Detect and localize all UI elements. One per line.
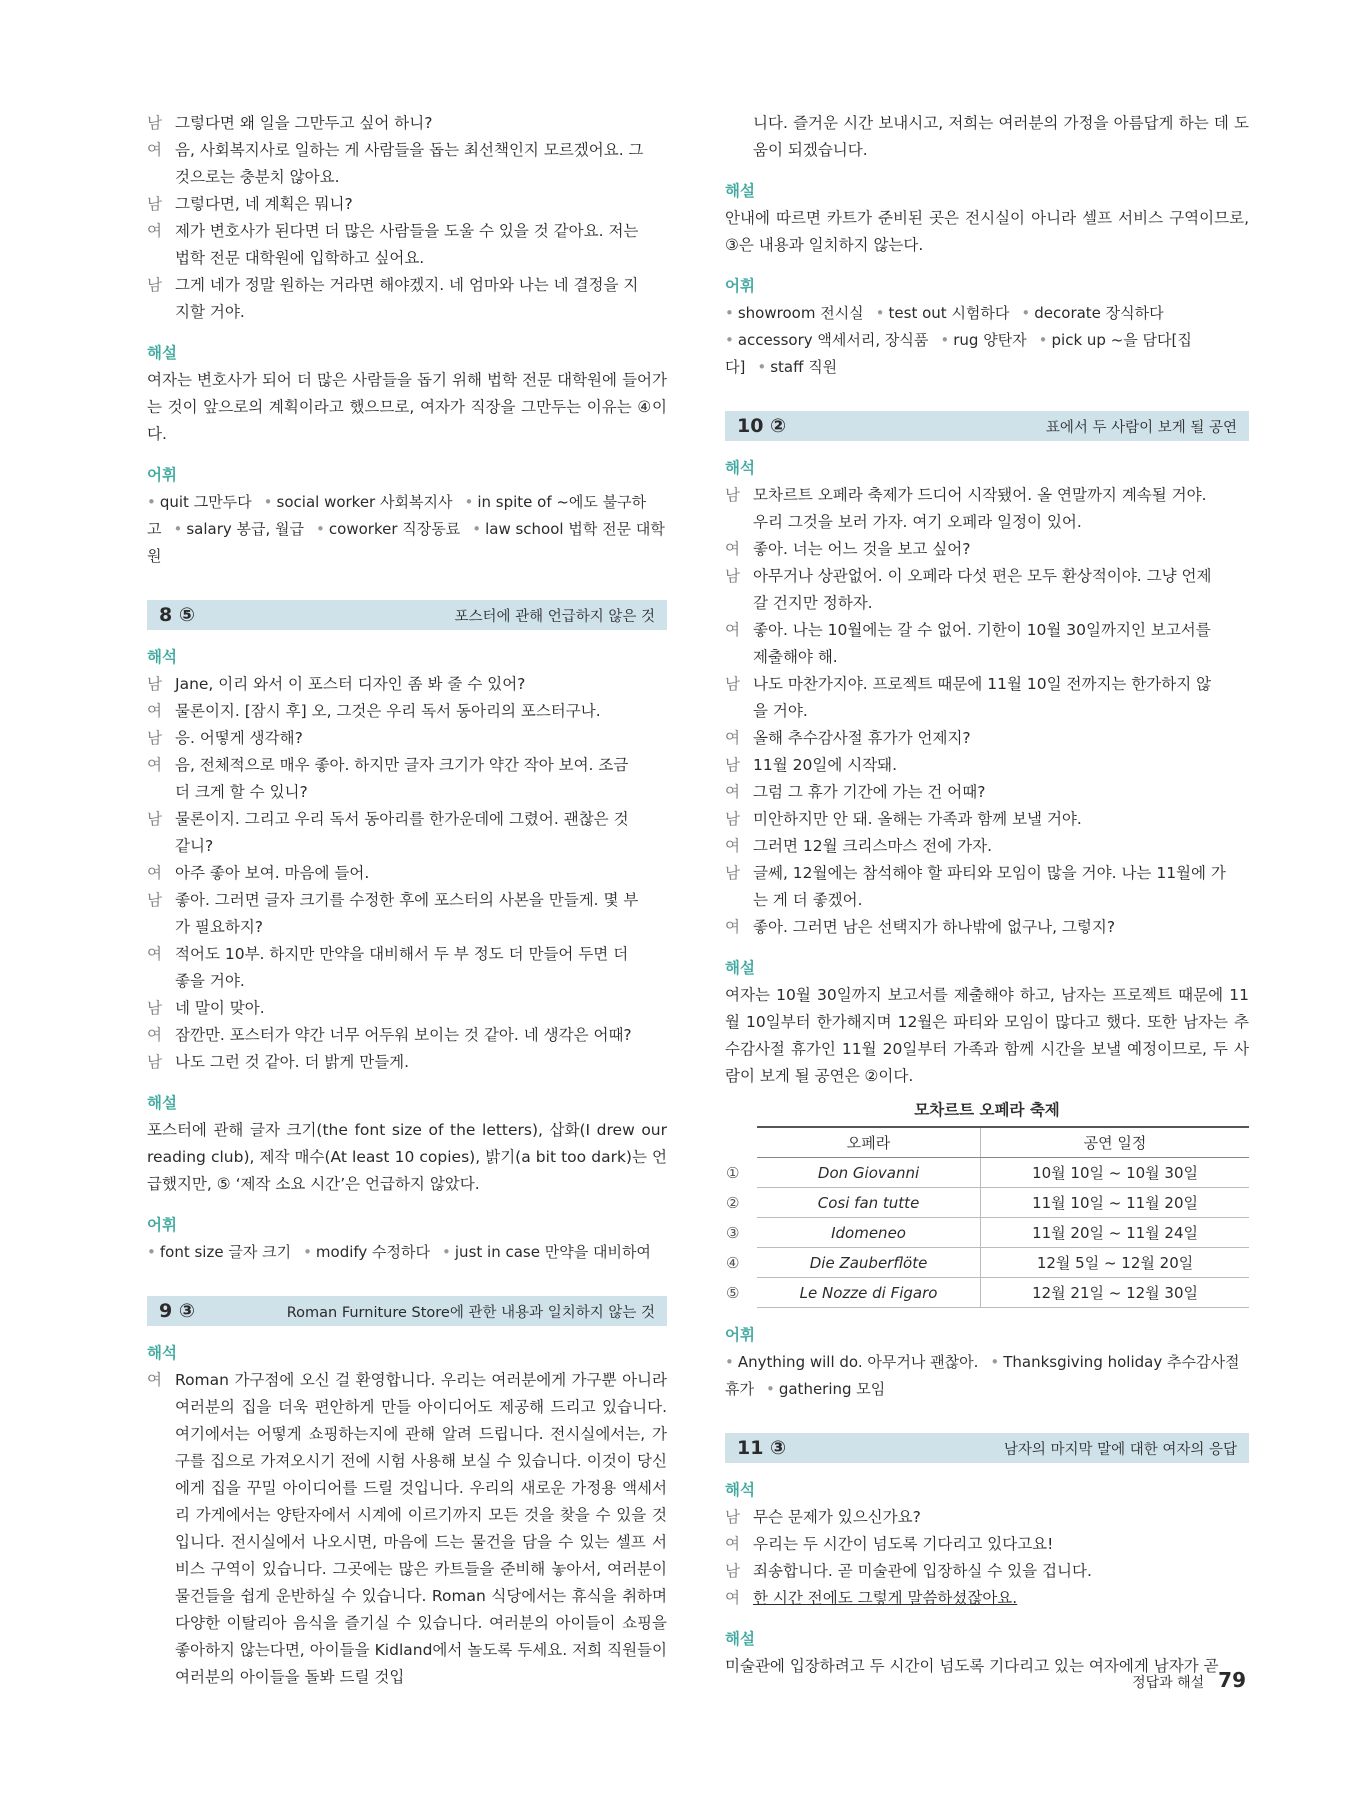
dialog-text: 물론이지. 그리고 우리 독서 동아리를 한가운데에 그렸어. 괜찮은 것 [175,810,629,828]
vocab-item [264,493,453,511]
dialog-continuation: 같니? [175,837,214,855]
vocab-text: pick up ~을 담다[집다] [725,331,1192,376]
question-number: 11 ③ [737,1437,787,1459]
dialog-continuation: 것으로는 충분치 않아요. [175,168,340,186]
option-marker: ③ [726,1223,740,1242]
dialog-text: 그게 네가 정말 원하는 거라면 해야겠지. 네 엄마와 나는 네 결정을 지 [175,276,639,294]
explanation-text: 여자는 변호사가 되어 더 많은 사람들을 돕기 위해 법학 전문 대학원에 들어가는 것이 앞으로의 계획이라고 했으므로, 여자가 직장을 그만두는 이유는 ④이다. [147,371,667,443]
question-number: 8 ⑤ [159,604,195,626]
table-row [725,1188,1249,1218]
vocab-text: accessory 액세서리, 장식품 [737,331,929,349]
dialog-line [147,218,667,245]
bullet-icon: • [725,1353,734,1371]
dialog-text: 한 시간 전에도 그렇게 말씀하셨잖아요. [753,1589,1018,1607]
vocab-text: quit 그만두다 [159,493,252,511]
explanation-text: 안내에 따르면 카트가 준비된 곳은 전시실이 아니라 셀프 서비스 구역이므로, ③은 내용과 일치하지 않는다. [725,209,1249,254]
speaker-label: 남 [147,114,162,132]
dialog-line [147,110,667,137]
dialog-text: 그럼 그 휴가 기간에 가는 건 어때? [753,783,986,801]
dialog-continuation: 법학 전문 대학원에 입학하고 싶어요. [175,249,425,267]
option-marker: ② [726,1193,740,1212]
explanation-text: 포스터에 관해 글자 크기(the font size of the letters), 삽화(I drew our reading club), 제작 매수(At least 10 copies), 밝기(a bit too dark)는 언급했지만, ⑤ ‘제작 소요 시간’은 언급하지 않았다. [147,1121,667,1193]
table-row [725,1158,1249,1188]
bullet-icon: • [1021,304,1031,322]
speaker-label: 여 [147,222,162,240]
vocab-text: Thanksgiving holiday 추수감사절 휴가 [725,1353,1240,1398]
speaker-label: 남 [147,999,162,1017]
dialog-line [147,941,667,968]
option-marker: ① [726,1163,740,1182]
speaker-label: 남 [147,195,162,213]
vocab-item [876,304,1010,322]
speaker-label: 남 [725,864,740,882]
dialog-text: 죄송합니다. 곧 미술관에 입장하실 수 있을 겁니다. [753,1562,1092,1580]
dialog-text: Jane, 이리 와서 이 포스터 디자인 좀 봐 줄 수 있어? [175,675,526,693]
vocab-item [147,1243,291,1261]
dialog-line [147,698,667,725]
vocab-text: just in case 만약을 대비하여 [454,1243,651,1261]
section-heading: 해설 [725,182,755,200]
vocab-item [316,520,460,538]
table-row [725,1218,1249,1248]
question-number: 10 ② [737,415,787,437]
section-heading: 해석 [147,1344,177,1362]
bullet-icon: • [725,331,734,349]
dialog-line [147,1367,667,1691]
dialog-line [147,887,667,914]
dialog-text: 나도 그런 것 같아. 더 밝게 만들게. [175,1053,410,1071]
right-column [725,110,1249,1680]
speaker-label: 여 [725,918,740,936]
question-header [725,1433,1249,1463]
performance-dates: 11월 10일 ~ 11월 20일 [981,1188,1249,1218]
left-column [147,110,667,1691]
monologue-text: Roman 가구점에 오신 걸 환영합니다. 우리는 여러분에게 가구뿐 아니라 여러분의 집을 더욱 편안하게 만들 아이디어도 제공해 드리고 있습니다. 여기에서는 어떻게 쇼핑하는지에 관해 알려 드립니다. 전시실에서는, 가구를 집으로 가져오시기 전에 시험 사용해 보실 수 있습니다. 이것이 당신에게 집을 꾸밀 아이디어를 드릴 것입니다. 우리의 새로운 가정용 액세서리 가게에서는 양탄자에서 시계에 이르기까지 모든 것을 찾을 수 있을 것입니다. 전시실에서 나오시면, 마음에 드는 물건을 담을 수 있는 셀프 서비스 구역이 있습니다. 그곳에는 많은 카트들을 준비해 놓아서, 여러분이 물건들을 쉽게 운반하실 수 있습니다. Roman 식당에서는 휴식을 취하며 다양한 이탈리아 음식을 즐기실 수 있습니다. 여러분의 아이들이 쇼핑을 좋아하지 않는다면, 아이들을 Kidland에서 놀도록 두세요. 저희 직원들이 여러분의 아이들을 돌봐 드릴 것입 [175,1371,667,1686]
bullet-icon: • [173,520,183,538]
speaker-label: 여 [147,945,162,963]
section-heading: 해설 [725,959,755,977]
dialog-text: 좋아. 나는 10월에는 갈 수 없어. 기한이 10월 30일까지인 보고서를 [753,621,1211,639]
question-description: 남자의 마지막 말에 대한 여자의 응답 [1003,1441,1237,1458]
speaker-label: 남 [725,756,740,774]
dialog-continuation: 지할 거야. [175,303,245,321]
opera-title: Cosi fan tutte [757,1188,981,1218]
bullet-icon: • [990,1353,1000,1371]
bullet-icon: • [765,1380,775,1398]
speaker-label: 여 [147,756,162,774]
dialog-line [725,536,1249,563]
footer-label: 정답과 해설 [1132,1675,1205,1691]
dialog-continuation: 는 게 더 좋겠어. [753,891,863,909]
bullet-icon: • [316,520,325,538]
vocab-item [757,358,837,376]
speaker-label: 남 [725,486,740,504]
vocab-list [147,1239,667,1266]
vocab-text: gathering 모임 [778,1380,886,1398]
bullet-icon: • [147,493,156,511]
dialog-text: 음, 전체적으로 매우 좋아. 하지만 글자 크기가 약간 작아 보여. 조금 [175,756,629,774]
dialog-line [725,725,1249,752]
bullet-icon: • [472,520,482,538]
dialog-text: 무슨 문제가 있으신가요? [753,1508,921,1526]
dialog-line [147,1049,667,1076]
opera-title: Die Zauberflöte [757,1248,981,1278]
performance-dates: 12월 21일 ~ 12월 30일 [981,1278,1249,1308]
speaker-label: 남 [147,675,162,693]
dialog-line [147,860,667,887]
vocab-item [303,1243,430,1261]
vocab-text: in spite of ~에도 불구하고 [147,493,647,538]
option-marker: ⑤ [726,1283,740,1302]
bullet-icon: • [725,304,734,322]
speaker-label: 남 [725,810,740,828]
table-title: 모차르트 오페라 축제 [914,1101,1060,1119]
dialog-line [147,137,667,164]
speaker-label: 남 [147,1053,162,1071]
dialog-text: 좋아. 그러면 남은 선택지가 하나밖에 없구나, 그렇지? [753,918,1116,936]
vocab-text: coworker 직장동료 [328,520,461,538]
speaker-label: 남 [147,276,162,294]
performance-dates: 12월 5일 ~ 12월 20일 [981,1248,1249,1278]
table-header-opera: 오페라 [757,1127,981,1158]
bullet-icon: • [147,1243,156,1261]
bullet-icon: • [263,493,273,511]
section-heading: 해설 [147,344,177,362]
dialog-text: 제가 변호사가 된다면 더 많은 사람들을 도울 수 있을 것 같아요. 저는 [175,222,639,240]
vocab-text: law school 법학 전문 대학원 [147,520,665,565]
dialog-text: 미안하지만 안 돼. 올해는 가족과 함께 보낼 거야. [753,810,1082,828]
speaker-label: 남 [147,729,162,747]
vocab-item [725,304,864,322]
section-heading: 해설 [725,1630,755,1648]
dialog-line [725,860,1249,887]
table-header-blank [725,1127,757,1158]
dialog-line [725,779,1249,806]
question-description: 표에서 두 사람이 보게 될 공연 [1045,419,1237,436]
dialog-continuation: 제출해야 해. [753,648,838,666]
dialog-text: 그렇다면, 네 계획은 뭐니? [175,195,353,213]
dialog-continuation: 을 거야. [753,702,808,720]
speaker-label: 남 [725,1508,740,1526]
speaker-label: 여 [147,864,162,882]
vocab-item [725,331,928,349]
bullet-icon: • [757,358,767,376]
vocab-text: staff 직원 [770,358,838,376]
dialog-continuation: 가 필요하지? [175,918,264,936]
bullet-icon: • [875,304,885,322]
section-heading: 어휘 [147,1216,177,1234]
vocab-item [766,1380,885,1398]
table-header-row [725,1127,1249,1158]
dialog-line [147,671,667,698]
opera-title: Don Giovanni [757,1158,981,1188]
speaker-label: 여 [725,837,740,855]
dialog-line [147,995,667,1022]
dialog-text: 물론이지. [잠시 후] 오, 그것은 우리 독서 동아리의 포스터구나. [175,702,601,720]
vocab-text: font size 글자 크기 [159,1243,292,1261]
vocab-text: decorate 장식하다 [1034,304,1164,322]
section-heading: 어휘 [725,1326,755,1344]
opera-title: Idomeneo [757,1218,981,1248]
dialog-line [147,1022,667,1049]
dialog-line [725,617,1249,644]
speaker-label: 여 [147,1026,162,1044]
dialog-line [725,833,1249,860]
dialog-continuation: 좋을 거야. [175,972,245,990]
performance-dates: 11월 20일 ~ 11월 24일 [981,1218,1249,1248]
option-marker: ④ [726,1253,740,1272]
dialog-text: 응. 어떻게 생각해? [175,729,303,747]
table-header-schedule: 공연 일정 [981,1127,1249,1158]
dialog-text: 우리는 두 시간이 넘도록 기다리고 있다고요! [753,1535,1054,1553]
dialog-line [147,272,667,299]
explanation-text: 미술관에 입장하려고 두 시간이 넘도록 기다리고 있는 여자에게 남자가 곧 [725,1657,1219,1675]
vocab-list [725,1349,1249,1403]
dialog-text: 음, 사회복지사로 일하는 게 사람들을 돕는 최선책인지 모르겠어요. 그 [175,141,644,159]
dialog-line [147,191,667,218]
dialog-line [147,806,667,833]
vocab-text: social worker 사회복지사 [276,493,453,511]
vocab-item [174,520,305,538]
dialog-text: 글쎄, 12월에는 참석해야 할 파티와 모임이 많을 거야. 나는 11월에 가 [753,864,1226,882]
question-header [147,1296,667,1326]
schedule-table [725,1126,1249,1308]
dialog-text: 네 말이 맞아. [175,999,265,1017]
bullet-icon: • [1038,331,1048,349]
speaker-label: 여 [725,783,740,801]
section-heading: 어휘 [725,277,755,295]
vocab-list [725,300,1249,381]
vocab-item [147,493,252,511]
speaker-label: 남 [725,675,740,693]
vocab-text: test out 시험하다 [888,304,1010,322]
bullet-icon: • [442,1243,451,1261]
question-header [725,411,1249,441]
opera-title: Le Nozze di Figaro [757,1278,981,1308]
dialog-continuation: 우리 그것을 보러 가자. 여기 오페라 일정이 있어. [753,513,1082,531]
dialog-line [725,1585,1249,1612]
dialog-line [725,563,1249,590]
dialog-continuation: 더 크게 할 수 있니? [175,783,308,801]
speaker-label: 여 [725,729,740,747]
bullet-icon: • [940,331,950,349]
dialog-text: 좋아. 그러면 글자 크기를 수정한 후에 포스터의 사본을 만들게. 몇 부 [175,891,639,909]
dialog-text: 좋아. 너는 어느 것을 보고 싶어? [753,540,971,558]
table-row [725,1278,1249,1308]
page-number: 79 [1218,1668,1246,1692]
dialog-line [147,752,667,779]
bullet-icon: • [303,1243,312,1261]
vocab-item [725,1353,978,1371]
dialog-text: 그러면 12월 크리스마스 전에 가자. [753,837,993,855]
dialog-text: 모차르트 오페라 축제가 드디어 시작됐어. 올 연말까지 계속될 거야. [753,486,1207,504]
speaker-label: 여 [725,1535,740,1553]
dialog-text: 잠깐만. 포스터가 약간 너무 어두워 보이는 것 같아. 네 생각은 어때? [175,1026,632,1044]
dialog-text: 아무거나 상관없어. 이 오페라 다섯 편은 모두 환상적이야. 그냥 언제 [753,567,1212,585]
dialog-line [725,806,1249,833]
speaker-label: 여 [725,540,740,558]
page-footer [1132,1668,1246,1692]
section-heading: 해설 [147,1094,177,1112]
bullet-icon: • [464,493,474,511]
vocab-item [940,331,1026,349]
speaker-label: 여 [147,1371,162,1389]
vocab-text: Anything will do. 아무거나 괜찮아. [737,1353,979,1371]
question-number: 9 ③ [159,1300,195,1322]
speaker-label: 남 [725,1562,740,1580]
dialog-line [725,1558,1249,1585]
dialog-line [725,914,1249,941]
section-heading: 어휘 [147,466,177,484]
speaker-label: 남 [147,810,162,828]
dialog-text: 그렇다면 왜 일을 그만두고 싶어 하니? [175,114,433,132]
performance-dates: 10월 10일 ~ 10월 30일 [981,1158,1249,1188]
dialog-continuation: 갈 건지만 정하자. [753,594,873,612]
vocab-item [1021,304,1163,322]
speaker-label: 남 [725,567,740,585]
dialog-line [725,671,1249,698]
section-heading: 해석 [725,459,755,477]
speaker-label: 여 [147,141,162,159]
vocab-list [147,489,667,570]
table-row [725,1248,1249,1278]
speaker-label: 여 [725,621,740,639]
speaker-label: 여 [147,702,162,720]
vocab-text: salary 봉급, 월급 [186,520,305,538]
dialog-line [147,725,667,752]
dialog-text: 올해 추수감사절 휴가가 언제지? [753,729,971,747]
section-heading: 해석 [725,1481,755,1499]
dialog-line [725,752,1249,779]
question-header [147,600,667,630]
speaker-label: 남 [147,891,162,909]
section-heading: 해석 [147,648,177,666]
dialog-line [725,1531,1249,1558]
vocab-text: modify 수정하다 [315,1243,431,1261]
question-description: Roman Furniture Store에 관한 내용과 일치하지 않는 것 [286,1304,655,1321]
dialog-line [725,482,1249,509]
dialog-text: 나도 마찬가지야. 프로젝트 때문에 11월 10일 전까지는 한가하지 않 [753,675,1212,693]
question-description: 포스터에 관해 언급하지 않은 것 [454,608,655,625]
dialog-line [725,1504,1249,1531]
vocab-text: rug 양탄자 [953,331,1027,349]
dialog-text: 아주 좋아 보여. 마음에 들어. [175,864,370,882]
dialog-text: 11월 20일에 시작돼. [753,756,898,774]
dialog-text: 적어도 10부. 하지만 만약을 대비해서 두 부 정도 더 만들어 두면 더 [175,945,629,963]
vocab-text: showroom 전시실 [737,304,864,322]
vocab-item [442,1243,651,1261]
monologue-continuation: 니다. 즐거운 시간 보내시고, 저희는 여러분의 가정을 아름답게 하는 데 도움이 되겠습니다. [753,114,1249,159]
explanation-text: 여자는 10월 30일까지 보고서를 제출해야 하고, 남자는 프로젝트 때문에 11월 10일부터 한가해지며 12월은 파티와 모임이 많다고 했다. 또한 남자는 추수감사절 휴가인 11월 20일부터 가족과 함께 시간을 보낼 예정이므로, 두 사람이 보게 될 공연은 ②이다. [725,986,1249,1085]
speaker-label: 여 [725,1589,740,1607]
